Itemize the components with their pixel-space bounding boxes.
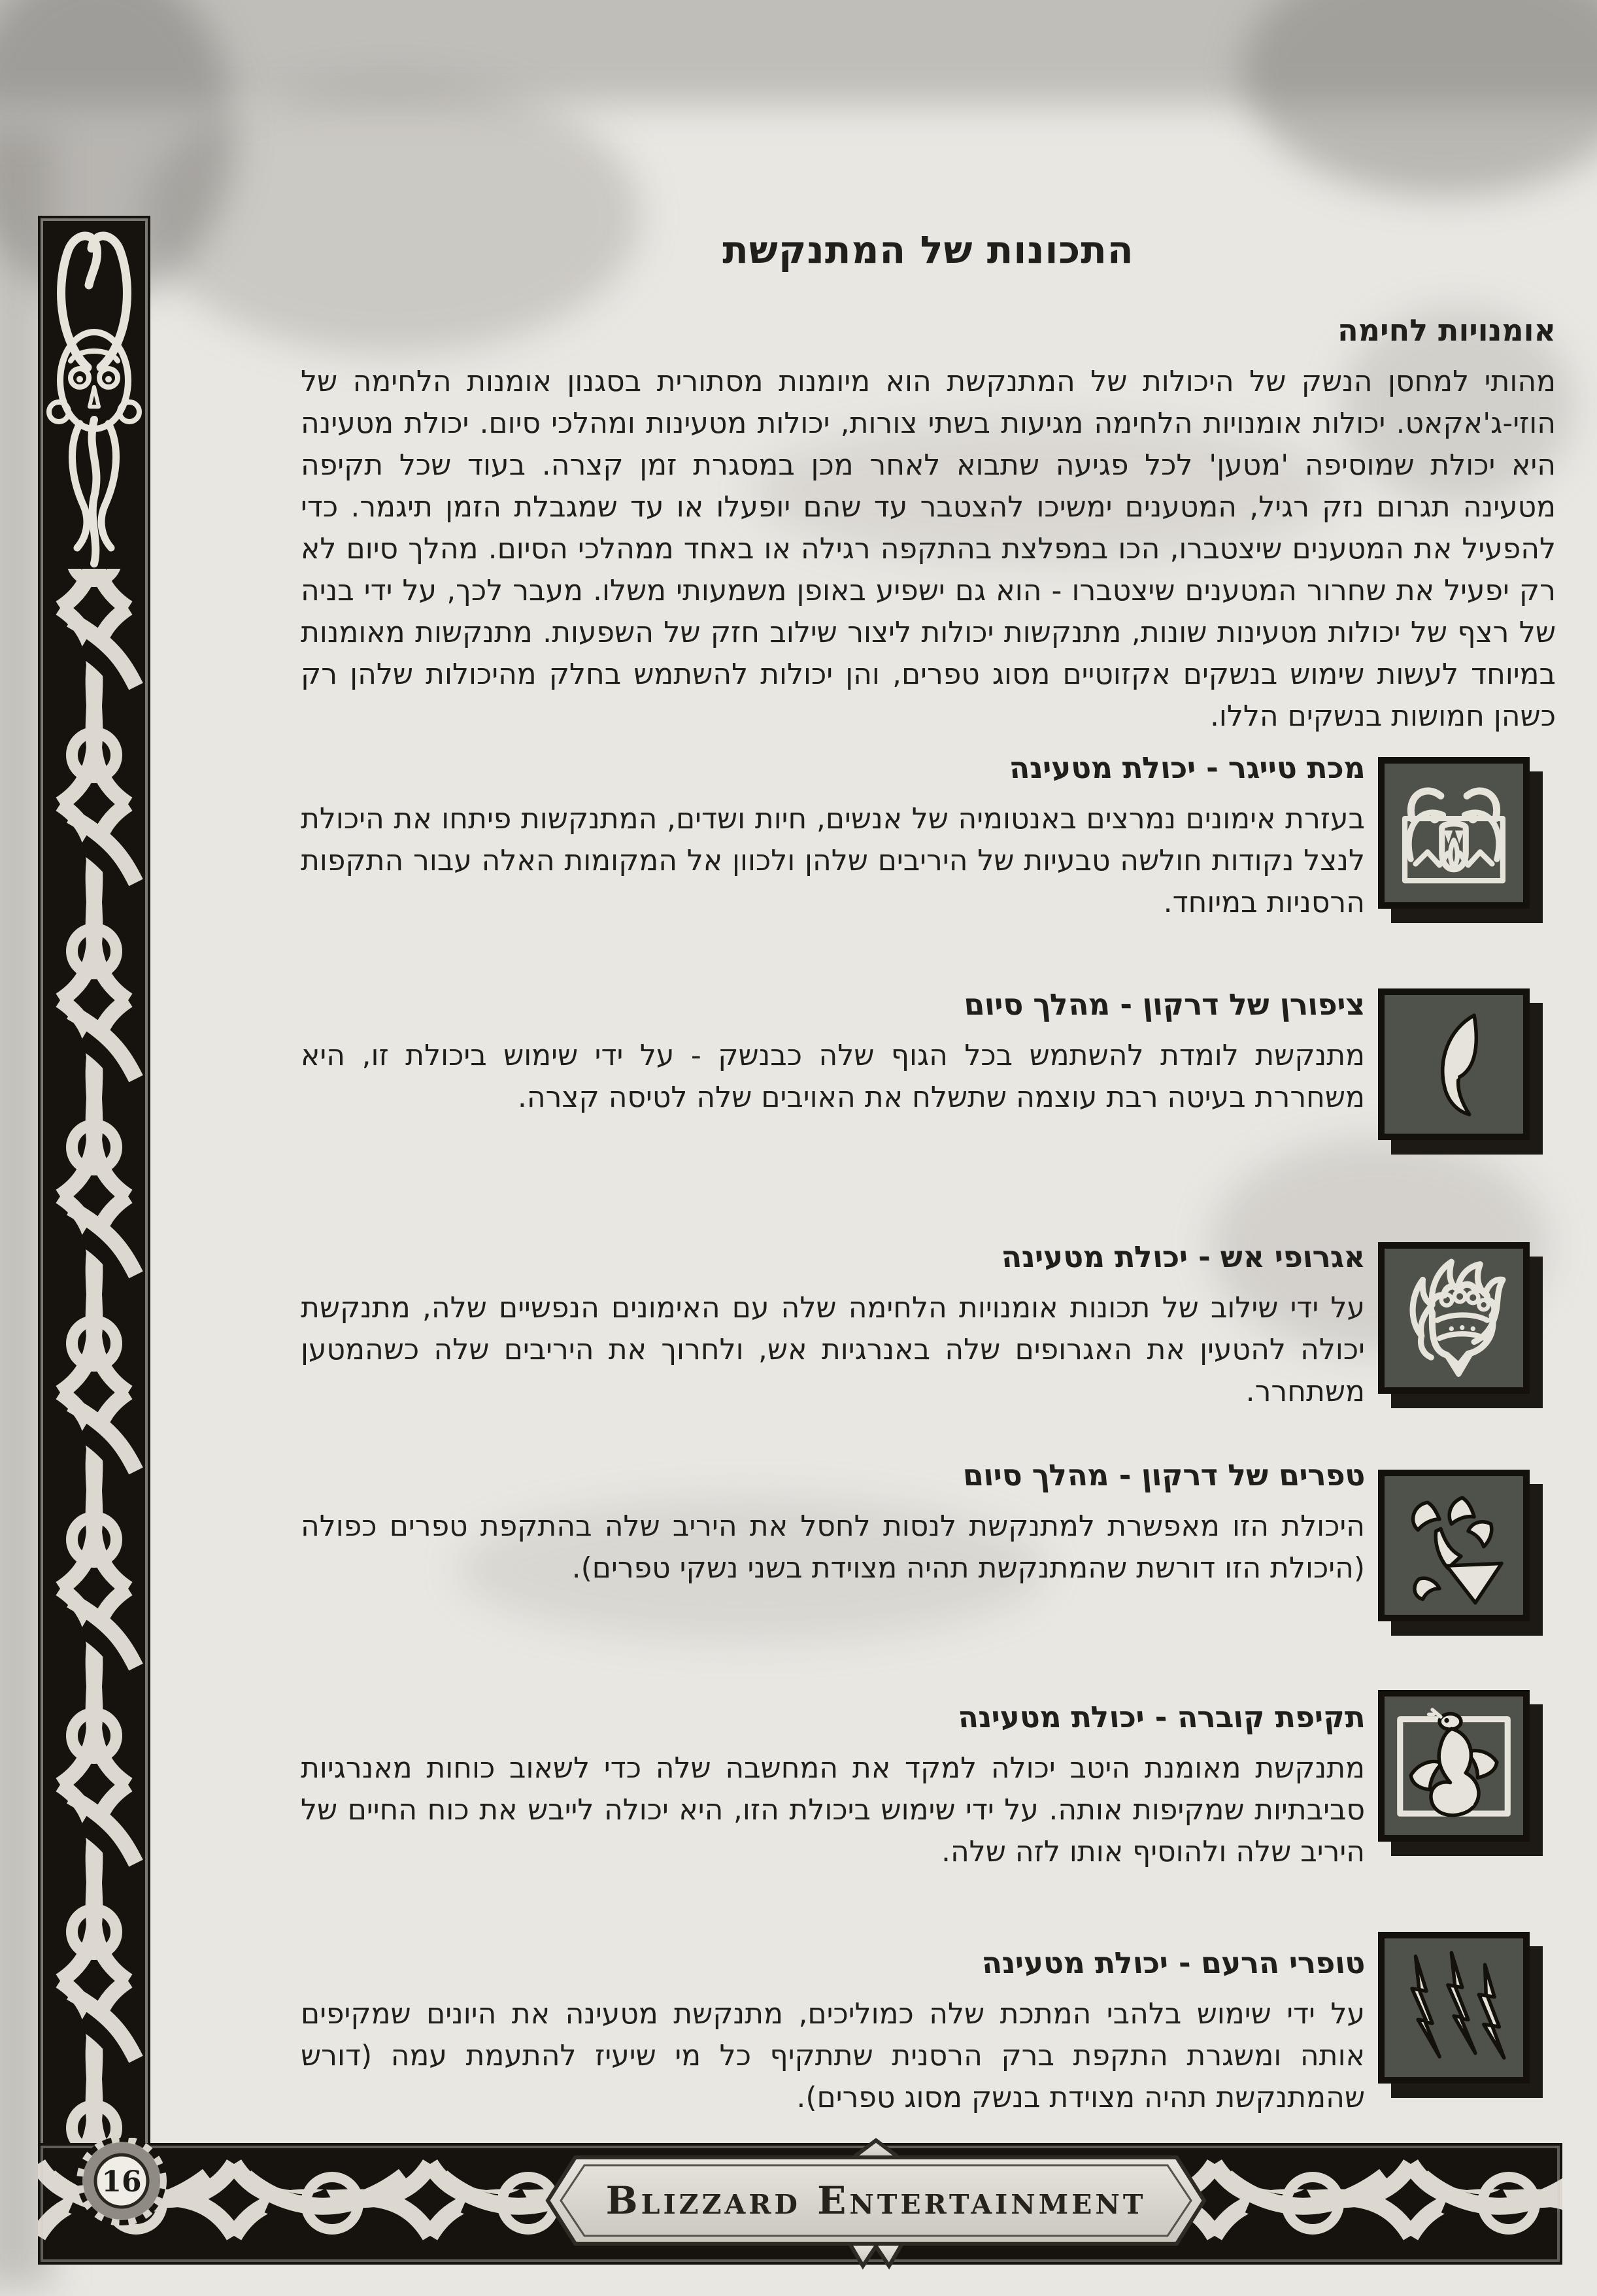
skill-body: על ידי שילוב של תכונות אומנויות הלחימה שלה עם האימונים הנפשיים שלה, מתנקשת יכולה להטעין את האגרופים שלה באנרגיות אש, ולחרוך את היריבים שלה כשהמטען משתחרר. (301, 1291, 1365, 1408)
dragon-talon-icon (1378, 1470, 1530, 1621)
page-number-badge (80, 2139, 163, 2223)
martial-arts-heading: אומנויות לחימה (1337, 312, 1556, 348)
skill-heading: מכת טייגר - יכולת מטעינה (1007, 751, 1367, 785)
skill-heading: טפרים של דרקון - מהלך סיום (961, 1458, 1367, 1493)
tiger-strike-icon (1378, 757, 1530, 909)
dragon-claw-icon (1378, 988, 1530, 1140)
publisher-name: Blizzard Entertainment (605, 2178, 1147, 2223)
scan-smudge (1242, 0, 1597, 196)
skill-body: מתנקשת מאומנת היטב יכולה למקד את המחשבה שלה כדי לשאוב כוחות מאנרגיות סביבתיות שמקיפות אותה. על ידי שימוש ביכולת הזו, היא יכולה לייבש את כוח החיים של היריב שלה ולהוסיף אותו לזה שלה. (301, 1751, 1365, 1868)
cobra-strike-icon (1378, 1690, 1530, 1842)
skill-body: על ידי שימוש בלהבי המתכת שלה כמוליכים, מתנקשת מטעינה את היונים שמקיפים אותה ומשגרת התקפת ברק הרסנית שתתקיף כל מי שיעיז להתעמת עמה (דורש שהמתנקשת תהיה מצוידת בנשק מסוג טפרים). (301, 1997, 1365, 2114)
scan-smudge (144, 78, 641, 353)
martial-arts-paragraph: מהותי למחסן הנשק של היכולות של המתנקשת הוא מיומנות מסתורית בסגנון אומנות הלחימה של הוזי-ג'אקאט. יכולות אומנויות הלחימה מגיעות בשתי צורות, יכולות מטעינות ומהלכי סיום. יכולת מטעינה היא יכולת שמוסיפה 'מטען' לכל פגיעה שתבוא לאחר מכן במסגרת זמן קצרה. בעוד שכל תקיפה מטעינה תגרום נזק רגיל, המטענים ימשיכו להצטבר עד שהם יופעלו או עד שמגבלת הזמן תיגמר. כדי להפעיל את המטענים שיצטברו, הכו במפלצת בהתקפה רגילה או באחד ממהלכי הסיום. מהלך סיום לא רק יפעיל את שחרור המטענים שיצטברו - הוא גם ישפיע באופן משמעותי משלו. מעבר לכך, על ידי בניה של רצף של יכולות מטעינות שונות, מתנקשות יכולות ליצור שילוב חזק של השפעות. מתנקשות מאומנות במיוחד לעשות שימוש בנשקים אקזוטיים מסוג טפרים, והן יכולות להשתמש בחלק מהיכולות שלהן רק כשהן חמושות בנשקים הללו. (301, 365, 1556, 733)
skill-heading: ציפורן של דרקון - מהלך סיום (962, 987, 1367, 1022)
skill-section-claws-of-thunder (301, 1946, 1365, 2119)
skill-heading: אגרופי אש - יכולת מטעינה (1000, 1240, 1367, 1274)
scan-smudge (0, 0, 1597, 105)
skill-body: היכולת הזו מאפשרת למתנקשת לנסות לחסל את היריב שלה בהתקפת טפרים כפולה (היכולת הזו דורשת שהמתנקשת תהיה מצוידת בשני נשקי טפרים). (301, 1510, 1365, 1585)
claws-of-thunder-icon (1378, 1932, 1530, 2084)
skill-heading: טופרי הרעם - יכולת מטעינה (980, 1946, 1367, 1980)
skill-section-fists-of-fire (301, 1240, 1365, 1413)
skill-section-dragon-claw (301, 987, 1365, 1119)
page-title: התכונות של המתנקשת (722, 228, 1134, 272)
left-border-ornament (38, 216, 150, 2148)
page-number: 16 (101, 2165, 142, 2199)
skill-section-tiger-strike (301, 751, 1365, 924)
skill-heading: תקיפת קוברה - יכולת מטעינה (956, 1700, 1367, 1734)
skill-section-dragon-talon (301, 1458, 1365, 1589)
skill-section-cobra-strike (301, 1700, 1365, 1873)
skill-body: בעזרת אימונים נמרצים באנטומיה של אנשים, חיות ושדים, המתנקשות פיתחו את היכולת לנצל נקודות חולשה טבעיות של היריבים שלהן ולכוון אל המקומות האלה עבור התקפות הרסניות במיוחד. (301, 802, 1365, 919)
bottom-border-ornament (38, 2138, 1562, 2270)
fists-of-fire-icon (1378, 1242, 1530, 1394)
skill-body: מתנקשת לומדת להשתמש בכל הגוף שלה כבנשק - על ידי שימוש ביכולת זו, היא משחררת בעיטה רבת עוצמה שתשלח את האויבים שלה לטיסה קצרה. (301, 1039, 1365, 1114)
